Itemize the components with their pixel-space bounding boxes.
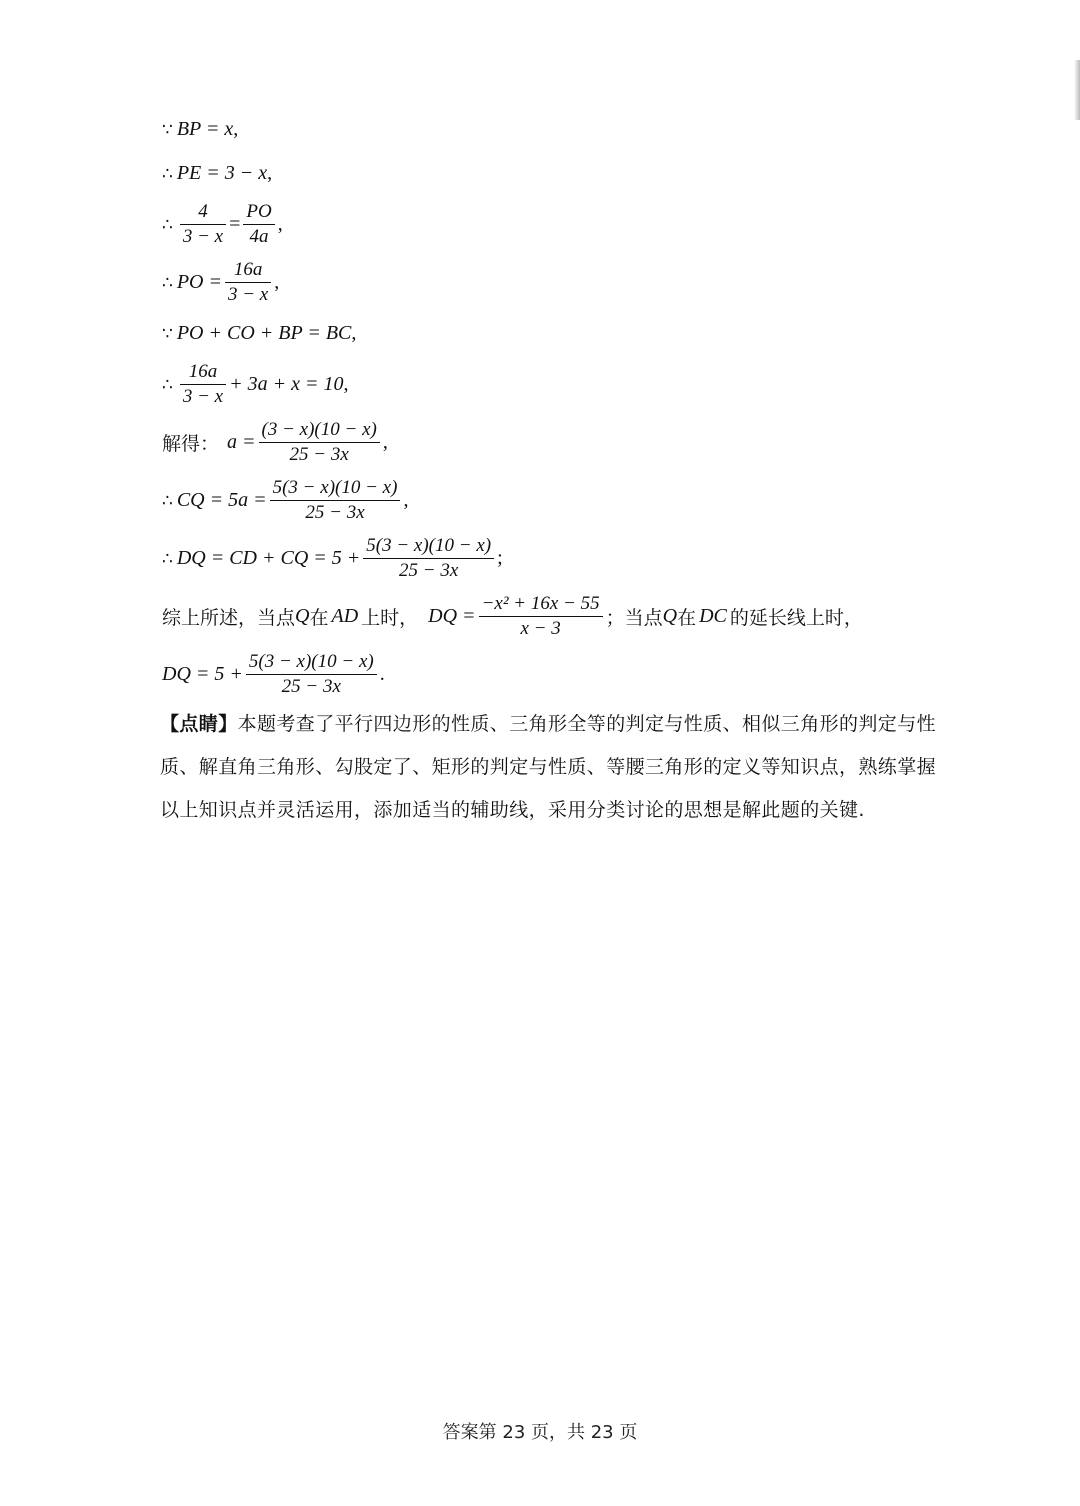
denominator: 25 − 3x — [399, 560, 459, 581]
fraction — [243, 200, 274, 249]
step-line — [162, 418, 388, 467]
punctuation: , — [267, 162, 273, 184]
numerator: −x² + 16x − 55 — [481, 593, 600, 614]
therefore-symbol: ∴ — [162, 163, 173, 184]
numerator: 5(3 − x)(10 − x) — [272, 477, 398, 498]
denominator: 4a — [249, 226, 269, 247]
summary-text: 综上所述，当点 — [162, 607, 296, 629]
equation-lhs: DQ = — [428, 605, 476, 627]
therefore-symbol: ∴ — [162, 272, 173, 293]
step-line — [162, 534, 503, 583]
denominator: 3 − x — [182, 226, 224, 247]
numerator: PO — [246, 201, 272, 222]
summary-text: ；当点 — [605, 607, 663, 629]
summary-text: 在 — [677, 607, 697, 629]
fraction — [363, 534, 494, 583]
therefore-symbol: ∴ — [162, 490, 173, 511]
step-line — [162, 162, 272, 185]
punctuation: , — [351, 322, 357, 344]
step-line — [162, 258, 279, 307]
equals: = — [229, 213, 241, 235]
step-line — [162, 322, 356, 345]
fraction — [246, 650, 377, 699]
equation-lhs: PO = — [176, 271, 222, 293]
therefore-symbol: ∴ — [162, 548, 173, 569]
fraction — [479, 592, 603, 641]
summary-text: 上时， — [361, 607, 419, 629]
step-line — [162, 476, 408, 525]
punctuation: . — [379, 663, 385, 685]
point-label: Q — [295, 605, 310, 627]
fraction — [259, 418, 380, 467]
comment-paragraph — [160, 703, 940, 832]
fraction — [225, 258, 271, 307]
numerator: 16a — [233, 259, 263, 280]
equation-lhs: a = — [227, 431, 256, 453]
because-symbol: ∵ — [162, 323, 173, 344]
numerator: 5(3 − x)(10 − x) — [248, 651, 374, 672]
segment-label: AD — [331, 605, 359, 627]
because-symbol: ∵ — [162, 119, 173, 140]
numerator: 4 — [198, 201, 208, 222]
therefore-symbol: ∴ — [162, 214, 173, 235]
denominator: x − 3 — [520, 618, 561, 639]
numerator: (3 − x)(10 − x) — [261, 419, 377, 440]
denominator: 3 − x — [182, 386, 224, 407]
summary-text: 在 — [309, 607, 329, 629]
point-label: Q — [662, 605, 678, 627]
denominator: 3 − x — [227, 284, 269, 305]
solve-label: 解得： — [162, 433, 220, 455]
page-edge-shadow — [1074, 60, 1080, 120]
fraction — [180, 360, 226, 409]
step-line — [162, 360, 348, 409]
equation-lhs: CQ = 5a = — [176, 489, 267, 511]
fraction — [270, 476, 401, 525]
summary-text: 的延长线上时， — [729, 607, 863, 629]
fraction — [180, 200, 226, 249]
equation-lhs: DQ = 5 + — [162, 663, 243, 685]
step-line — [162, 118, 238, 141]
punctuation: ; — [497, 547, 503, 569]
step-line — [162, 200, 283, 249]
comment-text: 本题考查了平行四边形的性质、三角形全等的判定与性质、相似三角形的判定与性质、解直角三角形、勾股定了、矩形的判定与性质、等腰三角形的定义等知识点，熟练掌握以上知识点并灵活运用，添加适当的辅助线，采用分类讨论的思想是解此题的关键. — [160, 713, 937, 821]
punctuation: , — [274, 271, 280, 293]
punctuation: , — [382, 431, 388, 453]
denominator: 25 − 3x — [289, 444, 349, 465]
summary-line — [162, 650, 385, 699]
numerator: 5(3 − x)(10 − x) — [366, 535, 492, 556]
punctuation: , — [343, 373, 349, 395]
equation: BP = x — [176, 118, 234, 140]
equation-lhs: DQ = CD + CQ = 5 + — [176, 547, 361, 569]
equation-rhs: + 3a + x = 10 — [229, 373, 344, 395]
summary-line — [162, 592, 863, 641]
segment-label: DC — [699, 605, 727, 627]
punctuation: , — [233, 118, 239, 140]
page-footer: 答案第 23 页，共 23 页 — [442, 1422, 638, 1443]
punctuation: , — [403, 489, 409, 511]
therefore-symbol: ∴ — [162, 374, 173, 395]
denominator: 25 − 3x — [305, 502, 365, 523]
equation: PO + CO + BP = BC — [176, 322, 352, 344]
numerator: 16a — [188, 361, 218, 382]
equation: PE = 3 − x — [176, 162, 268, 184]
denominator: 25 − 3x — [281, 676, 341, 697]
punctuation: , — [277, 213, 283, 235]
comment-label: 【点睛】 — [160, 713, 238, 735]
